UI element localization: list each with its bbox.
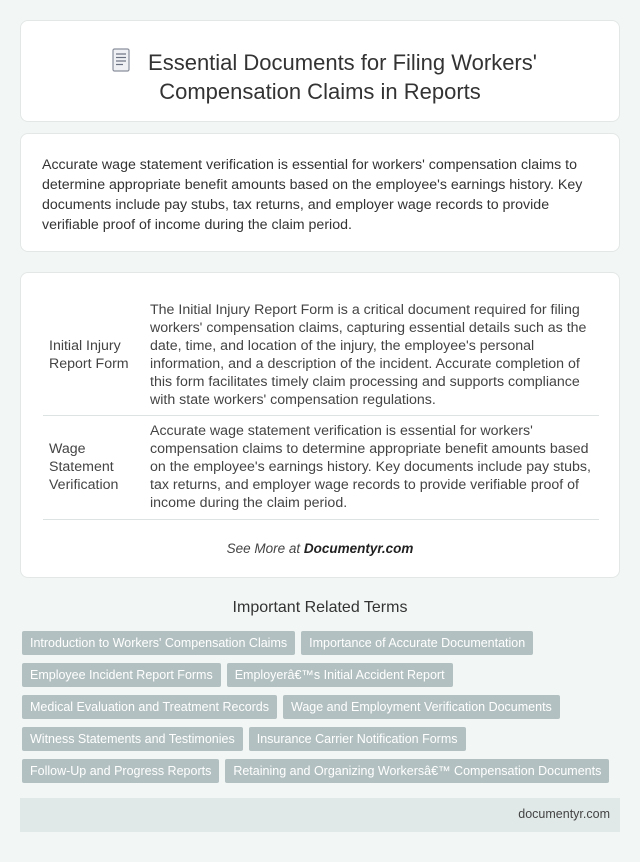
terms-table xyxy=(43,296,599,520)
summary-text: Accurate wage statement verification is essential for workers' compensation claims to determine appropriate benefit amounts based on the employee's earnings history. Key documents include pay stubs, tax returns, and employer wage records to provide verifiable proof of income during the claim period. xyxy=(42,157,583,233)
see-more-link[interactable] xyxy=(21,541,619,556)
definition-cell: The Initial Injury Report Form is a critical document required for filing workers' compensation claims, capturing essential details such as the date, time, and location of the injury, the employee's personal information, and a description of the incident. Accurate completion of this form facilitates timely claim processing and supports compliance with state workers' compensation regulations. xyxy=(145,296,599,416)
related-term-tag[interactable]: Wage and Employment Verification Documents xyxy=(283,695,560,719)
terms-table-card xyxy=(20,272,620,578)
definition-cell: Accurate wage statement verification is essential for workers' compensation claims to determine appropriate benefit amounts based on the employee's earnings history. Key documents include pay stubs, tax returns, and employer wage records to provide verifiable proof of income during the claim period. xyxy=(145,416,599,520)
related-terms-list xyxy=(22,631,622,791)
table-row xyxy=(43,296,599,416)
page-title-line-2: Compensation Claims in Reports xyxy=(159,79,481,104)
table-row xyxy=(43,416,599,520)
term-cell: Initial Injury Report Form xyxy=(43,296,145,416)
related-term-tag[interactable]: Insurance Carrier Notification Forms xyxy=(249,727,466,751)
related-term-tag[interactable]: Medical Evaluation and Treatment Records xyxy=(22,695,277,719)
tag-row xyxy=(22,663,622,695)
term-cell: Wage Statement Verification xyxy=(43,416,145,520)
related-term-tag[interactable]: Witness Statements and Testimonies xyxy=(22,727,243,751)
page-title-line-1: Essential Documents for Filing Workers' xyxy=(148,50,537,75)
related-terms-title: Important Related Terms xyxy=(232,599,408,616)
related-term-tag[interactable]: Employee Incident Report Forms xyxy=(22,663,221,687)
related-term-tag[interactable]: Importance of Accurate Documentation xyxy=(301,631,533,655)
tag-row xyxy=(22,631,622,663)
header-card xyxy=(20,20,620,122)
footer xyxy=(20,798,620,832)
see-more-site: Documentyr.com xyxy=(303,541,414,556)
footer-site-link[interactable]: documentyr.com xyxy=(518,807,610,821)
page-title xyxy=(21,48,619,106)
tag-row xyxy=(22,727,622,759)
related-term-tag[interactable]: Employerâ€™s Initial Accident Report xyxy=(227,663,453,687)
tag-row xyxy=(22,759,622,791)
tag-row xyxy=(22,695,622,727)
related-term-tag[interactable]: Introduction to Workers' Compensation Claims xyxy=(22,631,295,655)
see-more-prefix: See More at xyxy=(226,541,304,556)
related-term-tag[interactable]: Follow-Up and Progress Reports xyxy=(22,759,219,783)
related-term-tag[interactable]: Retaining and Organizing Workersâ€™ Compensation Documents xyxy=(225,759,609,783)
summary-card xyxy=(20,133,620,252)
